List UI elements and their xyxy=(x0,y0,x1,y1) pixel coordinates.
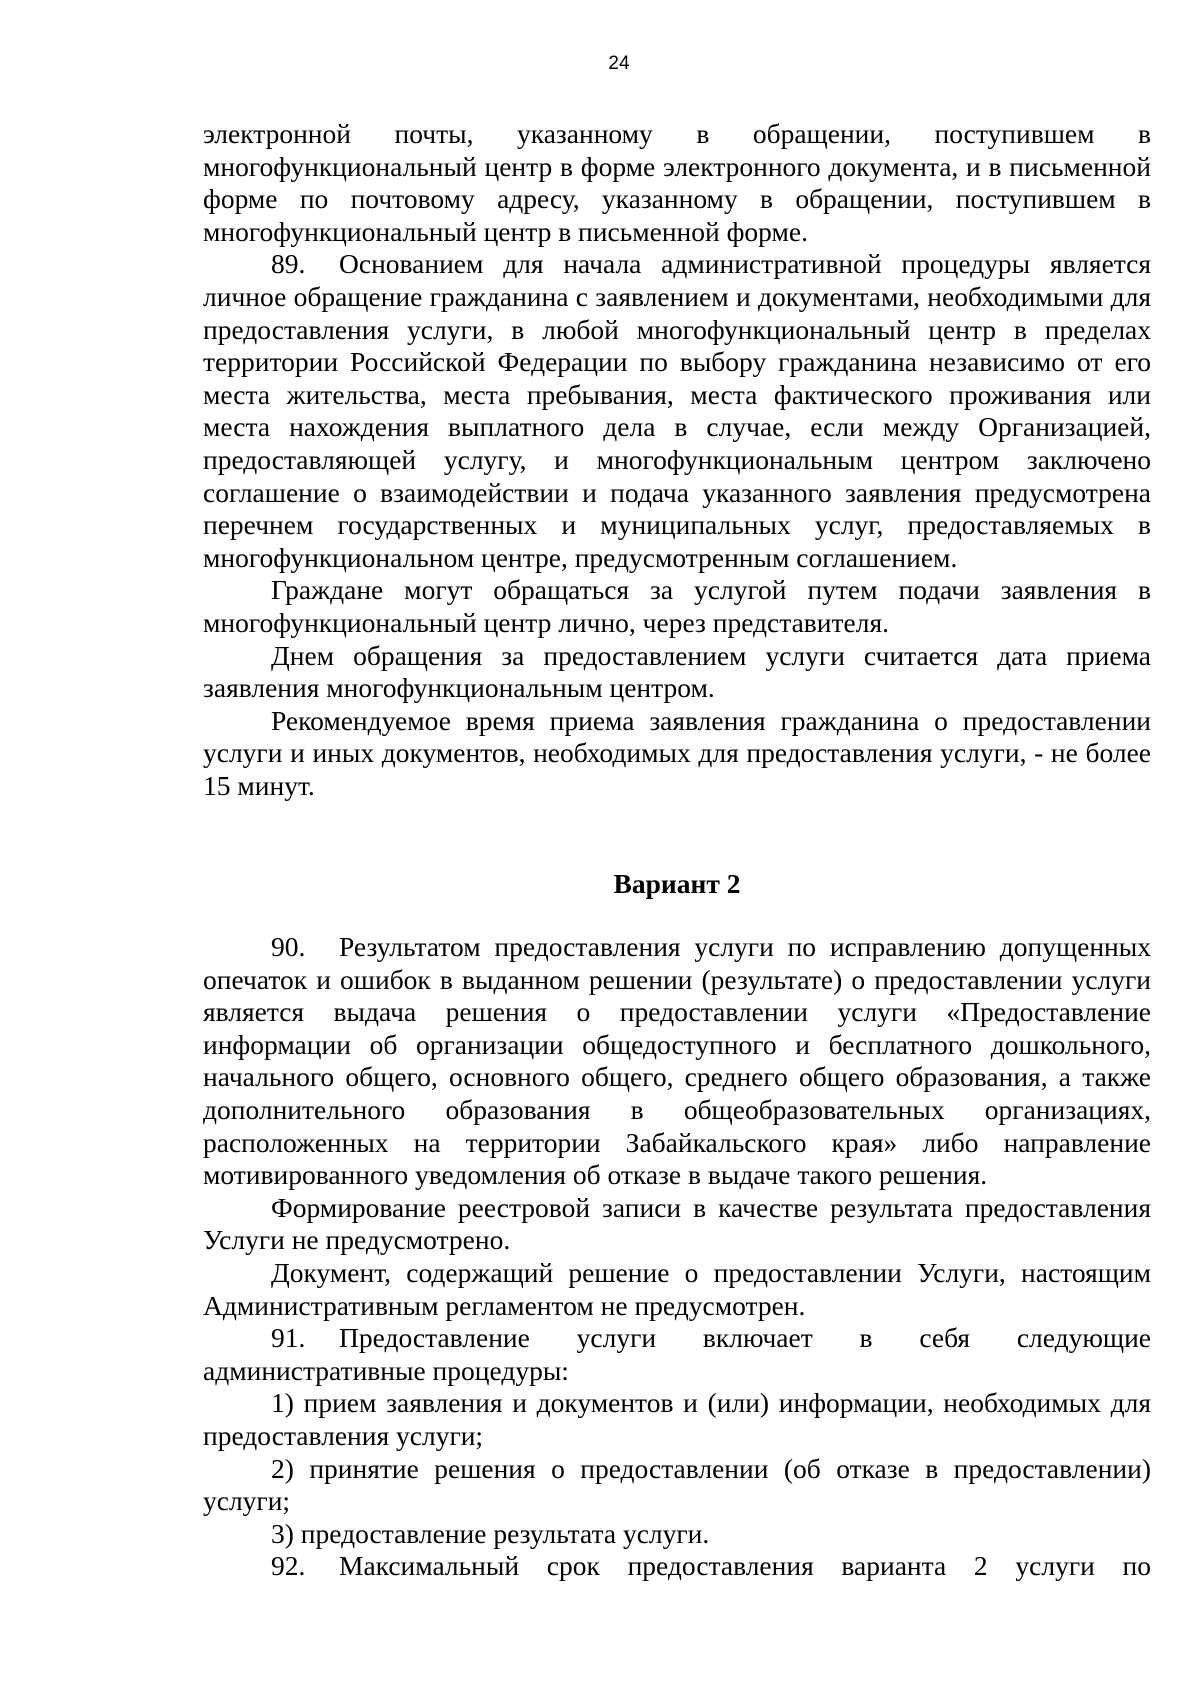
paragraph-number: 90. xyxy=(271,931,306,962)
section-1-body xyxy=(203,118,1151,802)
list-item-1: 1) прием заявления и документов и (или) информации, необходимых для предоставления услуги; xyxy=(203,1387,1151,1451)
paragraph-application-day: Днем обращения за предоставлением услуги считается дата приема заявления многофункциональным центром. xyxy=(203,639,1151,704)
paragraph-91 xyxy=(203,1322,1151,1387)
paragraph-continuation: электронной почты, указанному в обращении, поступившем в многофункциональный центр в форме электронного документа, и в письменной форме по почтовому адресу, указанному в обращении, поступившем в многофункциональный центр в письменной форме. xyxy=(203,118,1151,247)
section-2-body xyxy=(203,931,1151,1583)
paragraph-89 xyxy=(203,248,1151,574)
paragraph-citizens: Граждане могут обращаться за услугой путем подачи заявления в многофункциональный центр лично, через представителя. xyxy=(203,574,1151,638)
paragraph-number: 89. xyxy=(271,248,306,280)
paragraph-number: 92. xyxy=(271,1550,306,1582)
paragraph-text: Основанием для начала административной процедуры является личное обращение гражданина с заявлением и документами, необходимыми для предоставления услуги, в любой многофункциональный центр в пределах территории Российской Федерации по выбору гражданина независимо от его места жительства, места пребывания, места фактического проживания или места нахождения выплатного дела в случае, если между Организацией, предоставляющей услугу, и многофункциональным центром заключено соглашение о взаимодействии и подача указанного заявления предусмотрена перечнем государственных и муниципальных услуг, предоставляемых в многофункциональном центре, предусмотренным соглашением. xyxy=(203,248,1151,573)
paragraph-reception-time: Рекомендуемое время приема заявления гражданина о предоставлении услуги и иных документов, необходимых для предоставления услуги, - не более 15 минут. xyxy=(203,704,1151,801)
paragraph-text: Результатом предоставления услуги по исправлению допущенных опечаток и ошибок в выданном решении (результате) о предоставлении услуги является выдача решения о предоставлении услуги «Предоставление информации об организации общедоступного и бесплатного дошкольного, начального общего, основного общего, среднего общего образования, а также дополнительного образования в общеобразовательных организациях, расположенных на территории Забайкальского края» либо направление мотивированного уведомления об отказе в выдаче такого решения. xyxy=(203,931,1151,1191)
paragraph-registry: Формирование реестровой записи в качестве результата предоставления Услуги не предусмотрено. xyxy=(203,1191,1151,1256)
section-heading: Вариант 2 xyxy=(613,868,741,899)
list-item-3: 3) предоставление результата услуги. xyxy=(271,1517,710,1549)
paragraph-90 xyxy=(203,931,1151,1192)
paragraph-text: Максимальный срок предоставления варианта 2 услуги по xyxy=(339,1550,1151,1582)
list-item-2: 2) принятие решения о предоставлении (об отказе в предоставлении) услуги; xyxy=(203,1452,1151,1517)
paragraph-document: Документ, содержащий решение о предоставлении Услуги, настоящим Административным регламентом не предусмотрен. xyxy=(203,1256,1151,1321)
page-number: 24 xyxy=(608,53,630,74)
paragraph-text: Предоставление услуги включает в себя следующие административные процедуры: xyxy=(203,1322,1151,1386)
paragraph-92 xyxy=(203,1550,1151,1583)
paragraph-number: 91. xyxy=(271,1322,306,1354)
